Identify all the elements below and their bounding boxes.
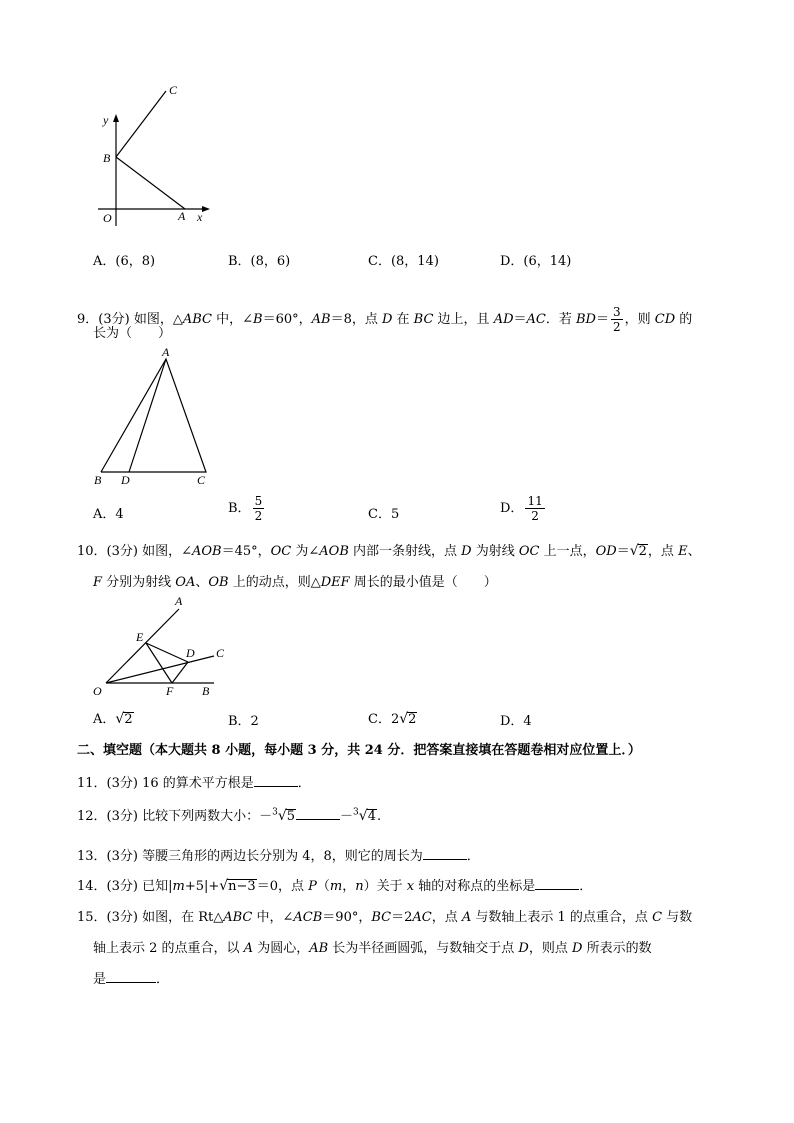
q10-d: D xyxy=(461,544,472,559)
q14 xyxy=(77,875,592,894)
q12-radicand2: 4 xyxy=(367,809,376,824)
section2-heading: 二、填空题（本大题共 8 小题，每小题 3 分，共 24 分．把答案直接填在答题卷相对应位置上．） xyxy=(77,743,641,758)
q10-label-f: F xyxy=(166,684,174,698)
q15-d2: D xyxy=(572,941,583,956)
q14-end: ． xyxy=(579,879,593,894)
q12-minus: － xyxy=(340,809,354,824)
q15-abc: ABC xyxy=(223,910,253,925)
q9-option-d-den: 2 xyxy=(531,509,539,523)
q9-option-d-prefix: D． xyxy=(500,501,524,516)
q10-option-c xyxy=(368,708,417,727)
q9-t3: ＝8，点 xyxy=(330,312,382,327)
q10-label-o: O xyxy=(93,684,102,698)
q10-oc2: OC xyxy=(518,544,540,559)
q9-line2: 长为（ ） xyxy=(93,326,172,341)
q10-label-d: D xyxy=(186,646,195,660)
q11-end: ． xyxy=(297,776,311,791)
q14-t6: ）关于 xyxy=(363,879,407,894)
q10-t9: 、 xyxy=(687,544,701,559)
q9-cd: CD xyxy=(654,312,676,327)
q10-t5: 为射线 xyxy=(471,544,519,559)
q9-t6: ＝ xyxy=(513,312,527,327)
q9-t8: ＝ xyxy=(595,312,609,327)
q10-option-a xyxy=(93,708,134,727)
q15-ab: AB xyxy=(309,941,329,956)
q10-segment-df xyxy=(172,662,188,683)
q10-t1: 10．(3分) 如图，∠ xyxy=(77,544,192,559)
q8-label-c: C xyxy=(169,83,178,97)
q15-l2d: ，则点 xyxy=(528,941,572,956)
q10-radical-sign: √ xyxy=(629,543,639,559)
q14-m2: m xyxy=(329,879,343,894)
q9-t10: 的 xyxy=(675,312,693,327)
q8-label-a: A xyxy=(178,209,186,223)
q9-ab: AB xyxy=(311,312,331,327)
q15-end: ． xyxy=(156,972,170,987)
q14-x: x xyxy=(406,879,415,894)
q13-end: ． xyxy=(466,849,480,864)
q15-bc: BC xyxy=(371,910,392,925)
q12-radical1: √ xyxy=(277,808,287,824)
q10-option-c-radical: √ xyxy=(399,711,409,727)
q10-t6: 上一点， xyxy=(539,544,596,559)
q10-oc: OC xyxy=(270,544,292,559)
q9-t9: ，则 xyxy=(624,312,655,327)
q15-t6: 与数轴上表示 1 的点重合，点 xyxy=(471,910,653,925)
q14-t3: ＝0，点 xyxy=(256,879,309,894)
q10-label-e: E xyxy=(136,630,144,644)
q9-option-b-num: 5 xyxy=(254,494,263,508)
q13-answer-blank xyxy=(423,847,467,860)
q15-t7: 与数 xyxy=(662,910,693,925)
q10-option-d: D．4 xyxy=(500,714,532,729)
q14-t2: +5|+ xyxy=(184,879,220,894)
q11 xyxy=(77,772,311,791)
q14-t5: ， xyxy=(342,879,356,894)
q10-option-a-value: 2 xyxy=(124,712,133,727)
q9-label-d: D xyxy=(121,473,130,487)
q9-bd: BD xyxy=(576,312,596,327)
q10-t12: 上的动点，则△ xyxy=(228,575,321,590)
q10-t4: 内部一条射线，点 xyxy=(348,544,462,559)
q9-option-b-den: 2 xyxy=(254,509,263,523)
q9-t7: ．若 xyxy=(545,312,576,327)
q10-t10: 分别为射线 xyxy=(102,575,176,590)
q9-d: D xyxy=(381,312,393,327)
q9-frac-den: 2 xyxy=(613,320,621,334)
q11-text: 11．(3分) 16 的算术平方根是 xyxy=(77,776,254,791)
q12-t1: 12．(3分) 比较下列两数大小：－ xyxy=(77,809,273,824)
q15-answer-blank xyxy=(106,970,156,983)
q13-text: 13．(3分) 等腰三角形的两边长分别为 4，8，则它的周长为 xyxy=(77,849,423,864)
q9-label-a: A xyxy=(162,345,170,359)
q9-label-c: C xyxy=(197,473,206,487)
q10-t3: 为∠ xyxy=(291,544,320,559)
q10-ray-oa xyxy=(106,609,179,683)
q10-option-b: B．2 xyxy=(228,714,259,729)
q9-t2: ＝60°， xyxy=(262,312,312,327)
q15-a: A xyxy=(461,910,472,925)
q15-l3: 是 xyxy=(93,972,107,987)
q12-end: . xyxy=(376,809,382,824)
q12-answer-blank xyxy=(296,807,340,820)
q8-label-b: B xyxy=(103,151,111,165)
q10-ray-oc xyxy=(106,656,214,683)
q8-option-c: C．(8，14) xyxy=(368,254,439,269)
q10-oa: OA xyxy=(175,575,196,590)
q10-aob2: AOB xyxy=(319,544,349,559)
q10-option-a-prefix: A． xyxy=(93,712,116,727)
q14-t1: 14．(3分) 已知| xyxy=(77,879,173,894)
q15-line3 xyxy=(93,968,169,987)
q9-t5: 边上，且 xyxy=(433,312,494,327)
q15-t3: ＝90°， xyxy=(322,910,372,925)
q15-l2e: 所表示的数 xyxy=(582,941,652,956)
q12-radical2: √ xyxy=(358,808,368,824)
q12-index1: 3 xyxy=(272,807,278,818)
q9-frac-num: 3 xyxy=(613,305,621,319)
q14-answer-blank xyxy=(535,877,579,890)
q10-t8: ，点 xyxy=(647,544,679,559)
q9-t1: 9．(3分) 如图，△ xyxy=(77,312,183,327)
q10-ob: OB xyxy=(208,575,229,590)
q14-t4: （ xyxy=(316,879,330,894)
q15-acb: ACB xyxy=(293,910,323,925)
q15-l2b: 为圆心， xyxy=(253,941,310,956)
q10-t13: 周长的最小值是（ ） xyxy=(349,575,497,590)
q8-label-y: y xyxy=(103,113,109,127)
q10-t11: 、 xyxy=(195,575,209,590)
q10-t7: ＝ xyxy=(616,544,630,559)
q14-m: m xyxy=(172,879,185,894)
q10-option-c-prefix: C．2 xyxy=(368,712,400,727)
q15-t1: 15．(3分) 如图，在 Rt△ xyxy=(77,910,224,925)
q9-option-d-num: 11 xyxy=(527,494,543,508)
q9-option-b-prefix: B． xyxy=(228,501,251,516)
q14-radical: √ xyxy=(219,878,229,894)
q10-od: OD xyxy=(595,544,617,559)
q9-ad: AD xyxy=(493,312,514,327)
q8-option-d: D．(6，14) xyxy=(500,254,572,269)
q9-option-c: C．5 xyxy=(368,507,400,522)
q10-label-c: C xyxy=(216,646,225,660)
q15-a2: A xyxy=(243,941,254,956)
q11-answer-blank xyxy=(254,774,298,787)
q15-t4: ＝2 xyxy=(391,910,413,925)
q15-line2 xyxy=(93,937,652,956)
q9-ac: AC xyxy=(526,312,546,327)
q15-d: D xyxy=(518,941,529,956)
q8-option-b: B．(8，6) xyxy=(228,254,291,269)
q10-t2: ＝45°， xyxy=(221,544,271,559)
q15-l2a: 轴上表示 2 的点重合，以 xyxy=(93,941,244,956)
q14-radicand: n−3 xyxy=(228,879,256,894)
q9-bc: BC xyxy=(413,312,434,327)
q15-t5: ，点 xyxy=(431,910,462,925)
q9-t4: 在 xyxy=(392,312,414,327)
q8-option-a: A．(6，8) xyxy=(93,254,156,269)
q10-option-c-value: 2 xyxy=(408,712,417,727)
q12 xyxy=(77,805,381,824)
q14-t7: 轴的对称点的坐标是 xyxy=(414,879,536,894)
q15-ac: AC xyxy=(412,910,432,925)
q8-label-o: O xyxy=(103,211,112,225)
q10-sqrt-value: 2 xyxy=(638,544,647,559)
q9-t1b: 中，∠ xyxy=(211,312,253,327)
q9-abc: ABC xyxy=(182,312,212,327)
q15-c: C xyxy=(652,910,663,925)
q12-radicand1: 5 xyxy=(286,809,296,824)
q10-option-a-radical: √ xyxy=(115,711,125,727)
q9-option-a: A．4 xyxy=(93,507,124,522)
q9-b: B xyxy=(253,312,263,327)
q10-aob: AOB xyxy=(191,544,222,559)
q15-line1 xyxy=(77,906,692,925)
q12-index2: 3 xyxy=(353,807,359,818)
q13 xyxy=(77,845,480,864)
q8-label-x: x xyxy=(197,210,203,224)
q14-n: n xyxy=(355,879,364,894)
q10-e: E xyxy=(678,544,688,559)
q10-f: F xyxy=(93,575,103,590)
q15-l2c: 长为半径画圆弧，与数轴交于点 xyxy=(328,941,519,956)
q14-p: P xyxy=(308,879,317,894)
q15-t2: 中，∠ xyxy=(252,910,294,925)
q10-def: DEF xyxy=(320,575,350,590)
q10-label-a: A xyxy=(175,594,183,608)
q9-label-b: B xyxy=(94,473,102,487)
q10-label-b: B xyxy=(202,684,210,698)
